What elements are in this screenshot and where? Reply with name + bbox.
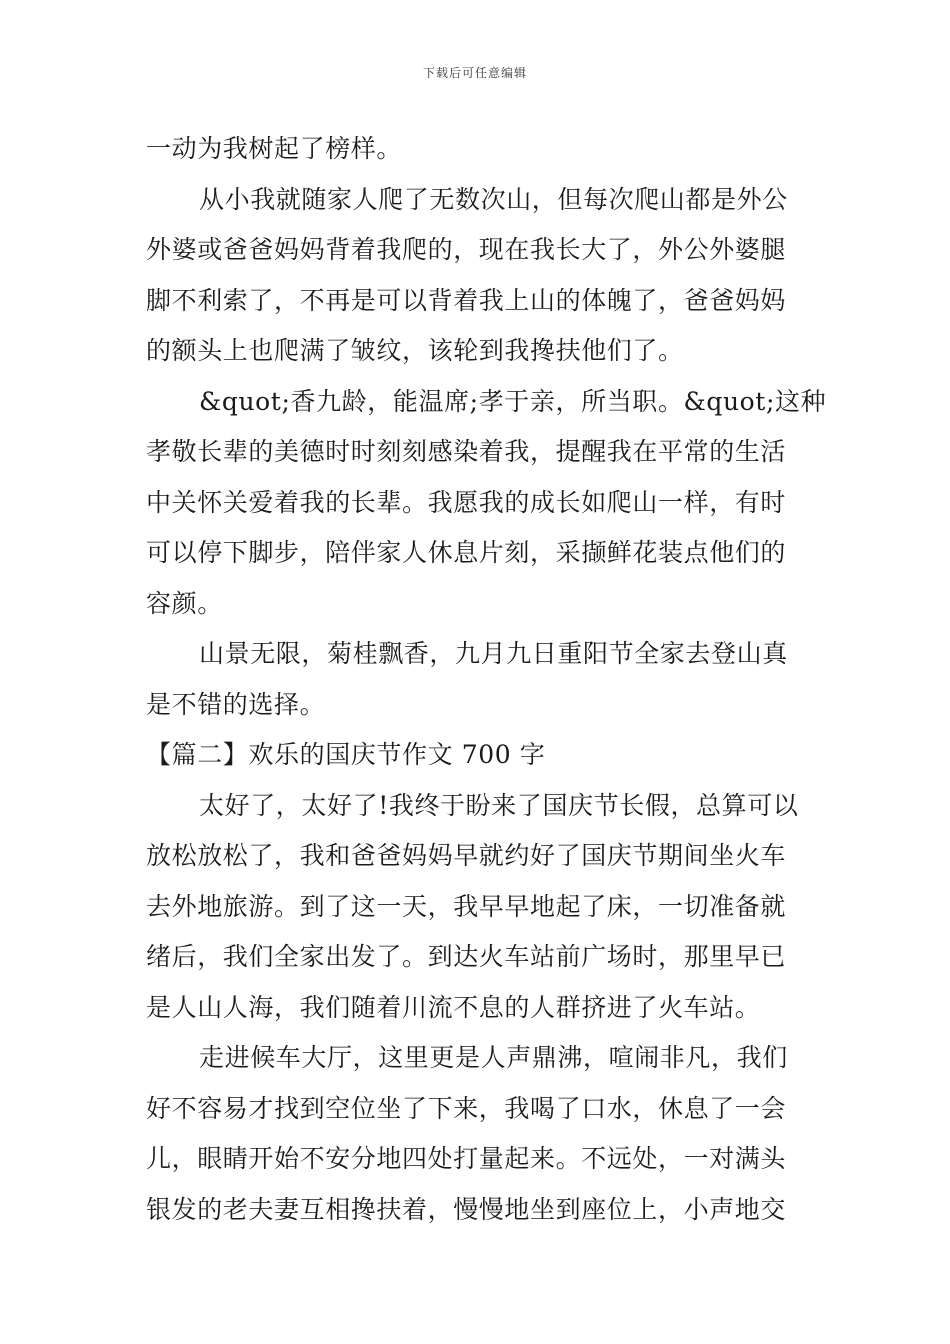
document-body (146, 124, 827, 1235)
text-line: &quot;香九龄，能温席;孝于亲，所当职。&quot;这种 (199, 386, 827, 416)
text-line: 可以停下脚步，陪伴家人休息片刻，采撷鲜花装点他们的 (146, 538, 787, 567)
text-line: 放松放松了，我和爸爸妈妈早就约好了国庆节期间坐火车 (146, 841, 787, 870)
text-line: 山景无限，菊桂飘香，九月九日重阳节全家去登山真 (199, 639, 788, 668)
text-line: 去外地旅游。到了这一天，我早早地起了床，一切准备就 (146, 891, 787, 921)
text-line: 是不错的选择。 (146, 689, 326, 719)
text-line: 容颜。 (146, 588, 223, 618)
text-line: 中关怀关爱着我的长辈。我愿我的成长如爬山一样，有时 (146, 487, 787, 517)
section-heading: 【篇二】欢乐的国庆节作文 700 字 (146, 740, 546, 769)
text-line: 的额头上也爬满了皱纹，该轮到我搀扶他们了。 (146, 336, 684, 365)
text-line: 儿，眼睛开始不安分地四处打量起来。不远处，一对满头 (146, 1144, 787, 1173)
text-line: 银发的老夫妻互相搀扶着，慢慢地坐到座位上，小声地交 (146, 1194, 787, 1224)
text-line: 孝敬长辈的美德时时刻刻感染着我，提醒我在平常的生活 (146, 437, 787, 466)
text-line: 从小我就随家人爬了无数次山，但每次爬山都是外公 (199, 184, 788, 214)
text-line: 好不容易才找到空位坐了下来，我喝了口水，休息了一会 (146, 1093, 787, 1123)
page-header: 下载后可任意编辑 (422, 66, 527, 80)
text-line: 一动为我树起了榜样。 (146, 134, 403, 163)
text-line: 外婆或爸爸妈妈背着我爬的，现在我长大了，外公外婆腿 (146, 235, 787, 264)
text-line: 脚不利索了，不再是可以背着我上山的体魄了，爸爸妈妈 (146, 285, 787, 315)
text-line: 绪后，我们全家出发了。到达火车站前广场时，那里早已 (146, 942, 787, 971)
text-line: 太好了，太好了!我终于盼来了国庆节长假，总算可以 (199, 790, 799, 820)
text-line: 走进候车大厅，这里更是人声鼎沸，喧闹非凡，我们 (199, 1043, 788, 1072)
text-line: 是人山人海，我们随着川流不息的人群挤进了火车站。 (146, 992, 761, 1022)
